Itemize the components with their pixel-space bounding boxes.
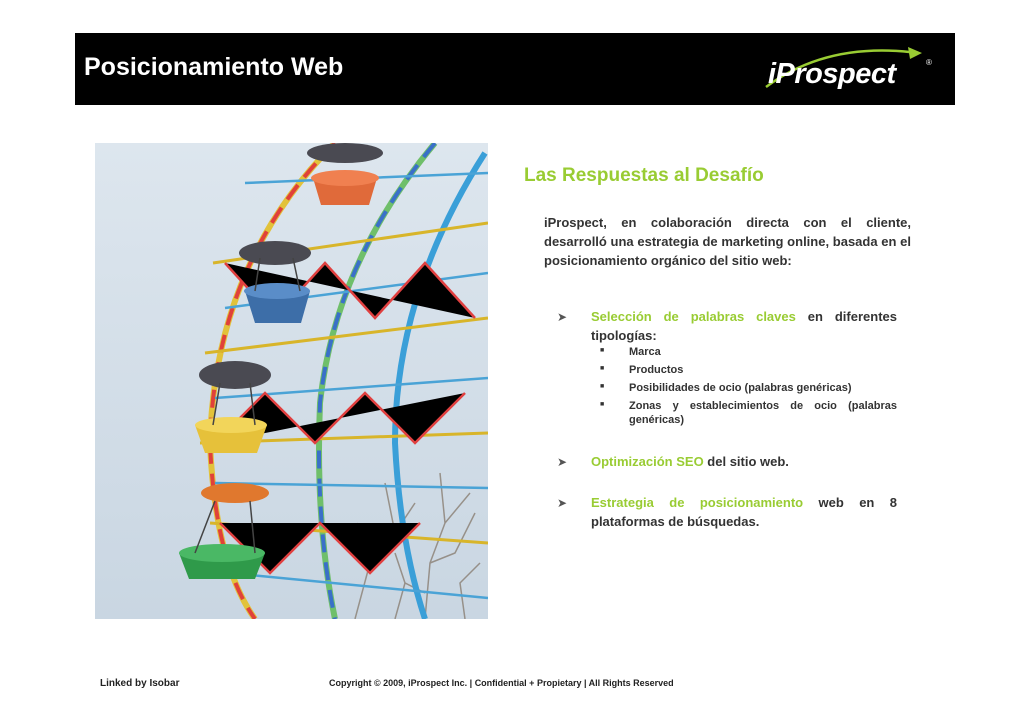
square-bullet-icon: ■ <box>600 365 605 372</box>
list-item-strategy <box>591 493 897 531</box>
sub-list-item: Posibilidades de ocio (palabras genéricas) <box>629 382 852 394</box>
item-text: en diferentes tipologías: <box>591 309 897 343</box>
sub-list-item: Zonas y establecimientos de ocio (palabras genéricas) <box>629 400 897 426</box>
iprospect-logo <box>758 43 938 99</box>
registered-mark: ® <box>926 58 932 67</box>
list-item-seo <box>591 452 897 471</box>
square-bullet-icon: ■ <box>600 401 605 408</box>
page-title: Posicionamiento Web <box>84 53 344 81</box>
arrow-bullet-icon: ➤ <box>557 455 568 469</box>
sub-list-item: Productos <box>629 364 684 376</box>
item-highlight: Optimización SEO <box>591 454 704 469</box>
section-title: Las Respuestas al Desafío <box>524 165 764 186</box>
arrow-bullet-icon: ➤ <box>557 496 568 510</box>
item-highlight: Selección de palabras claves <box>591 309 796 324</box>
footer-brand: Linked by Isobar <box>100 678 180 689</box>
item-highlight: Estrategia de posicionamiento <box>591 495 804 510</box>
intro-paragraph: iProspect, en colaboración directa con el cliente, desarrolló una estrategia de marketing online, basada en el posicionamiento orgánico del sitio web: <box>544 215 911 268</box>
arrow-bullet-icon: ➤ <box>557 310 568 324</box>
item-text: del sitio web. <box>703 454 789 469</box>
ferris-wheel-photo <box>95 143 488 619</box>
square-bullet-icon: ■ <box>600 347 605 354</box>
item-text: web en 8 plataformas de búsquedas. <box>591 495 897 529</box>
header-bar <box>75 33 955 105</box>
list-item-keywords <box>591 307 897 345</box>
logo-text: iProspect <box>768 58 896 90</box>
footer-copyright: Copyright © 2009, iProspect Inc. | Confidential + Propietary | All Rights Reserved <box>329 678 674 688</box>
sub-list-item: Marca <box>629 346 661 358</box>
square-bullet-icon: ■ <box>600 383 605 390</box>
